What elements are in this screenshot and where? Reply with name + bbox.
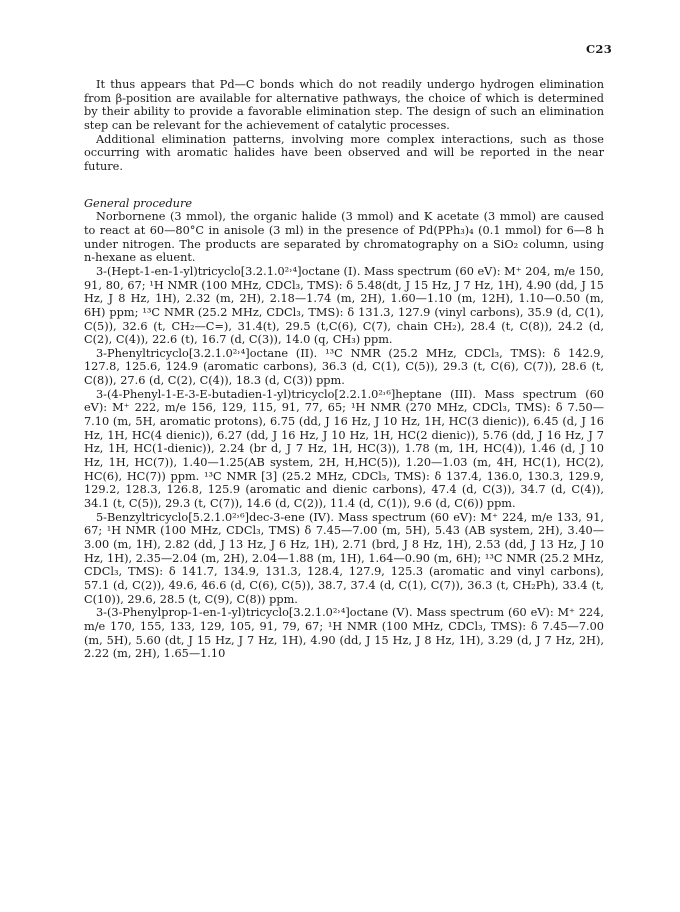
paragraph: Additional elimination patterns, involving more complex interactions, such as those occurring with aromatic halides have been observed and will be reported in the near future.: [84, 132, 604, 173]
procedure-paragraph: Norbornene (3 mmol), the organic halide (3 mmol) and K acetate (3 mmol) are caused to react at 60—80°C in anisole (3 ml) in the presence of Pd(PPh₃)₄ (0.1 mmol) for 6—8 h under nitrogen. The products are separated by chromatography on a SiO₂ column, using n-hexane as eluent.: [84, 210, 604, 265]
compound-IV-data: 5-Benzyltricyclo[5.2.1.0²˒⁶]dec-3-ene (IV). Mass spectrum (60 eV): M⁺ 224, m/e 133, 91, 67; ¹H NMR (100 MHz, CDCl₃, TMS) δ 7.45—7.00 (m, 5H), 5.43 (AB system, 2H), 3.40—3.00 (m, 1H), 2.82 (dd, J 13 Hz, J 6 Hz, 1H), 2.71 (brd, J 8 Hz, 1H), 2.53 (dd, J 13 Hz, J 10 Hz, 1H), 2.35—2.04 (m, 2H), 2.04—1.88 (m, 1H), 1.64—0.90 (m, 6H); ¹³C NMR (25.2 MHz, CDCl₃, TMS): δ 141.7, 134.9, 131.3, 128.4, 127.9, 125.3 (aromatic and vinyl carbons), 57.1 (d, C(2)), 49.6, 46.6 (d, C(6), C(5)), 38.7, 37.4 (d, C(1), C(7)), 36.3 (t, CH₂Ph), 33.4 (t, C(10)), 29.6, 28.5 (t, C(9), C(8)) ppm.: [84, 510, 604, 606]
paragraph: It thus appears that Pd—C bonds which do not readily undergo hydrogen elimination from β-position are available for alternative pathways, the choice of which is determined by their ability to provide a favorable elimination step. The design of such an elimination step can be relevant for the achievement of catalytic processes.: [84, 78, 604, 132]
section-heading: General procedure: [84, 196, 193, 210]
page-number: C23: [585, 42, 612, 56]
spacer: [84, 174, 604, 184]
compound-I-data: 3-(Hept-1-en-1-yl)tricyclo[3.2.1.0²˒⁴]octane (I). Mass spectrum (60 eV): M⁺ 204, m/e 150, 91, 80, 67; ¹H NMR (100 MHz, CDCl₃, TMS): δ 5.48(dt, J 15 Hz, J 7 Hz, 1H), 4.90 (dd, J 15 Hz, J 8 Hz, 1H), 2.32 (m, 2H), 2.18—1.74 (m, 2H), 1.60—1.10 (m, 12H), 1.10—0.50 (m, 6H) ppm; ¹³C NMR (25.2 MHz, CDCl₃, TMS): δ 131.3, 127.9 (vinyl carbons), 35.9 (d, C(1), C(5)), 32.6 (t, CH₂—C=), 31.4(t), 29.5 (t,C(6), C(7), chain CH₂), 28.4 (t, C(8)), 24.2 (d, C(2), C(4)), 22.6 (t), 16.7 (d, C(3)), 14.0 (q, CH₃) ppm.: [84, 264, 604, 347]
body-text: [84, 78, 604, 661]
compound-III-data: 3-(4-Phenyl-1-E-3-E-butadien-1-yl)tricyclo[2.2.1.0²˒⁶]heptane (III). Mass spectrum (60 eV): M⁺ 222, m/e 156, 129, 115, 91, 77, 65; ¹H NMR (270 MHz, CDCl₃, TMS): δ 7.50—7.10 (m, 5H, aromatic protons), 6.75 (dd, J 16 Hz, J 10 Hz, 1H, HC(3 dienic)), 6.45 (d, J 16 Hz, 1H, HC(4 dienic)), 6.27 (dd, J 16 Hz, J 10 Hz, 1H, HC(2 dienic)), 5.76 (dd, J 16 Hz, J 7 Hz, 1H, HC(1-dienic)), 2.24 (br d, J 7 Hz, 1H, HC(3)), 1.78 (m, 1H, HC(4)), 1.46 (d, J 10 Hz, 1H, HC(7)), 1.40—1.25(AB system, 2H, H,HC(5)), 1.20—1.03 (m, 4H, HC(1), HC(2), HC(6), HC(7)) ppm. ¹³C NMR [3] (25.2 MHz, CDCl₃, TMS): δ 137.4, 136.0, 130.3, 129.9, 129.2, 128.3, 126.8, 125.9 (aromatic and dienic carbons), 47.4 (d, C(3)), 34.7 (d, C(4)), 34.1 (t, C(5)), 29.3 (t, C(7)), 14.6 (d, C(2)), 11.4 (d, C(1)), 9.6 (d, C(6)) ppm.: [84, 387, 604, 511]
compound-II-data: 3-Phenyltricyclo[3.2.1.0²˒⁴]octane (II). ¹³C NMR (25.2 MHz, CDCl₃, TMS): δ 142.9, 127.8, 125.6, 124.9 (aromatic carbons), 36.3 (d, C(1), C(5)), 29.3 (t, C(6), C(7)), 28.6 (t, C(8)), 27.6 (d, C(2), C(4)), 18.3 (d, C(3)) ppm.: [84, 346, 604, 388]
compound-V-data: 3-(3-Phenylprop-1-en-1-yl)tricyclo[3.2.1.0²˒⁴]octane (V). Mass spectrum (60 eV): M⁺ 224, m/e 170, 155, 133, 129, 105, 91, 79, 67; ¹H NMR (100 MHz, CDCl₃, TMS): δ 7.45—7.00 (m, 5H), 5.60 (dt, J 15 Hz, J 7 Hz, 1H), 4.90 (dd, J 15 Hz, J 8 Hz, 1H), 3.29 (d, J 7 Hz, 2H), 2.22 (m, 2H), 1.65—1.10: [84, 606, 604, 661]
